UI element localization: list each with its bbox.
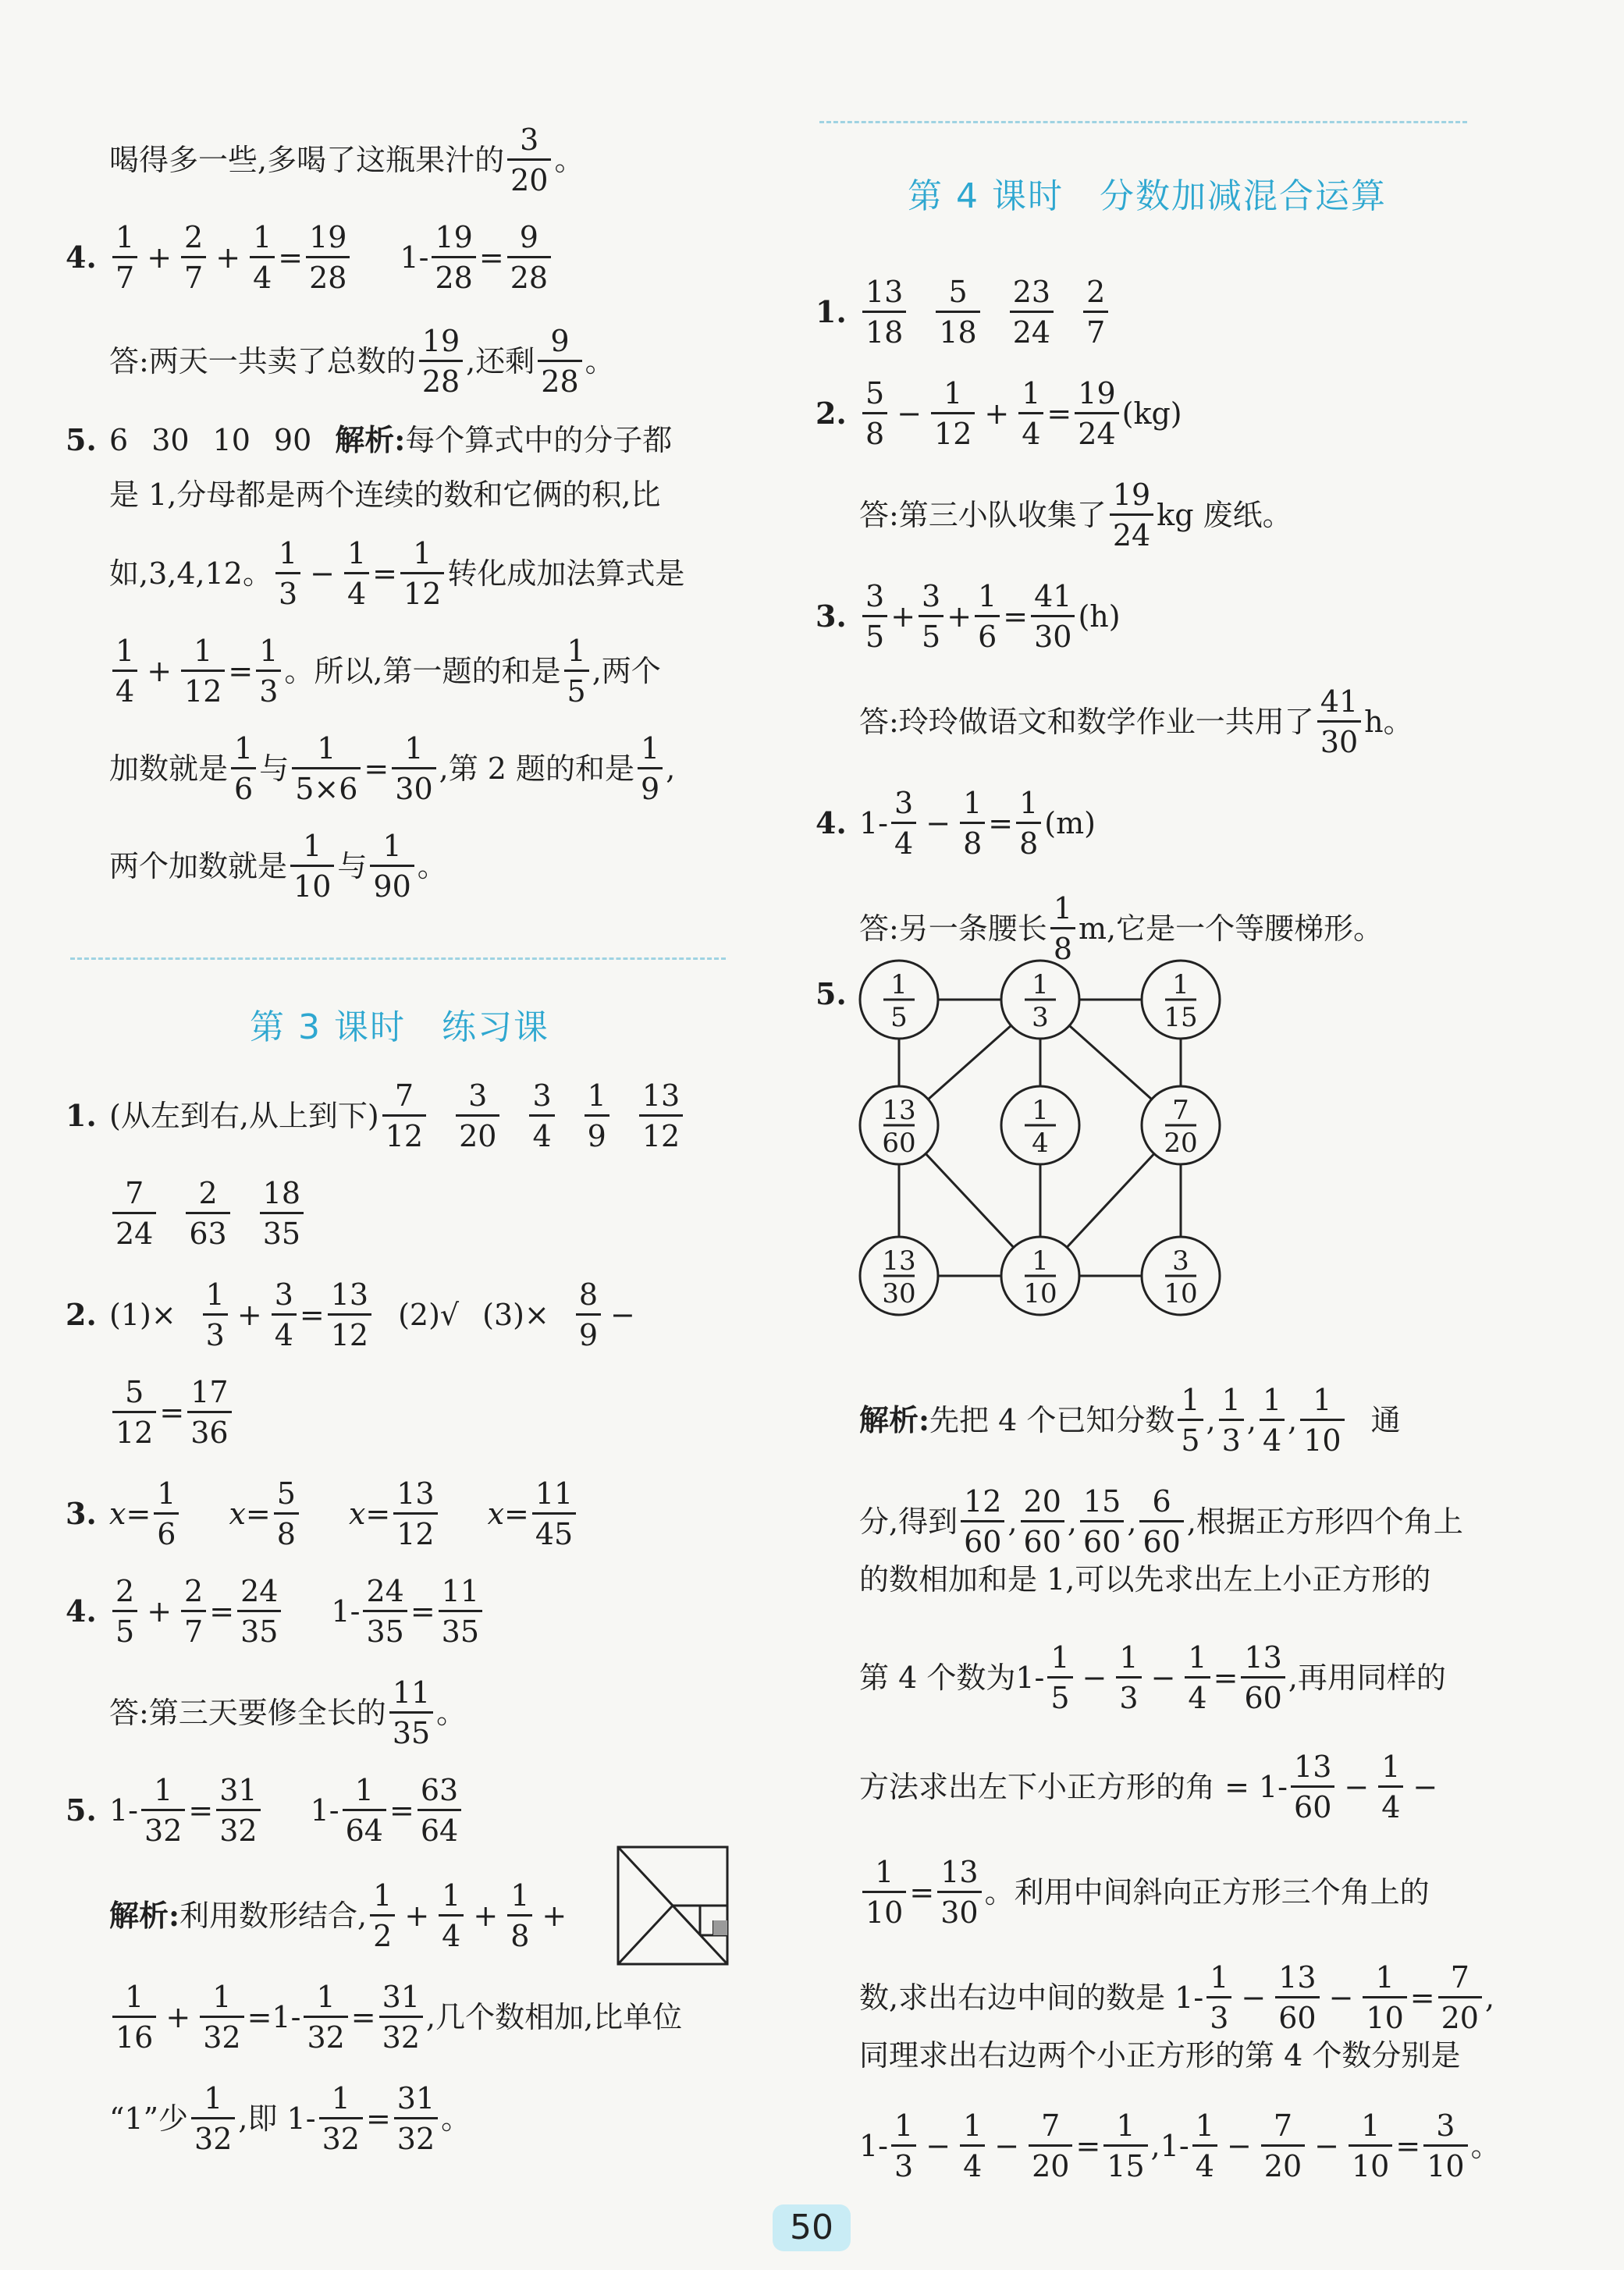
s3-q5-analysis-3: “1”少 $\frac{1}{32}$ ,即 1- $\frac{1}{32}$ = $\frac{31}{32}$ 。 bbox=[109, 2081, 471, 2156]
section-divider bbox=[70, 957, 726, 960]
r-q5-analysis-7: 数,求出右边中间的数是 1- $\frac{1}{3}$ − $\frac{13}{60}$ − $\frac{1}{10}$ = $\frac{7}{20}$ , bbox=[859, 1960, 1495, 2035]
node-num: 13 bbox=[882, 1095, 916, 1126]
node-num: 13 bbox=[882, 1245, 916, 1277]
r-q5-analysis-6: $\frac{1}{10}$ = $\frac{13}{30}$ 。利用中间斜向正方形三个角上的 bbox=[859, 1857, 1430, 1927]
q5-line4: $\frac{1}{4}$ + $\frac{1}{12}$ = $\frac{1}{3}$ 。所以,第一题的和是 $\frac{1}{5}$ ,两个 bbox=[109, 636, 661, 706]
fraction: $\frac{3}{20}$ bbox=[507, 125, 551, 195]
r-q5-number: 5. bbox=[816, 976, 847, 1011]
r-q5-analysis-1: 解析: 先把 4 个已知分数 $\frac{1}{5}$ , $\frac{1}{3}$ , $\frac{1}{4}$ , $\frac{1}{10}$ 通 bbox=[859, 1383, 1401, 1458]
s3-q5-analysis-1: 解析: 利用数形结合, $\frac{1}{2}$ + $\frac{1}{4}$ + $\frac{1}{8}$ + bbox=[109, 1878, 567, 1953]
r-q3-answer: 答:玲玲做语文和数学作业一共用了 $\frac{41}{30}$ h。 bbox=[859, 684, 1413, 759]
q5-line1: 5. 6 30 10 90 解析: 每个算式中的分子都 bbox=[66, 422, 673, 457]
node-den: 4 bbox=[1032, 1128, 1049, 1159]
node-den: 15 bbox=[1164, 1002, 1198, 1033]
node-num: 7 bbox=[1172, 1095, 1189, 1126]
node-den: 20 bbox=[1164, 1128, 1198, 1159]
s3-q1-line2: $\frac{7}{24}$ $\frac{2}{63}$ $\frac{18}{35}$ bbox=[109, 1178, 307, 1249]
r-q3: 3. $\frac{3}{5}$ + $\frac{3}{5}$ + $\frac{1}{6}$ = $\frac{41}{30}$ (h) bbox=[816, 579, 1121, 654]
node-den: 5 bbox=[890, 1002, 908, 1033]
r-q5-analysis-2: 分,得到 $\frac{12}{60}$ , $\frac{20}{60}$ , $\frac{15}{60}$ , $\frac{6}{60}$ ,根据正方形四个角上 bbox=[859, 1484, 1463, 1559]
r-q1: 1. $\frac{13}{18}$ $\frac{5}{18}$ $\frac{23}{24}$ $\frac{2}{7}$ bbox=[816, 277, 1111, 347]
node-den: 10 bbox=[1023, 1278, 1057, 1309]
s3-q5: 5. 1- $\frac{1}{32}$ = $\frac{31}{32}$ 1- $\frac{1}{64}$ = $\frac{63}{64}$ bbox=[66, 1775, 464, 1845]
node-den: 3 bbox=[1032, 1002, 1049, 1033]
r-q5-analysis-9: 1- $\frac{1}{3}$ − $\frac{1}{4}$ − $\frac{7}{20}$ = $\frac{1}{15}$ ,1- $\frac{1}{4}$ − $\frac{7}{20}$ − $\frac{1}{10}$ = $\frac{3}{10}$ 。 bbox=[859, 2108, 1501, 2183]
r-q4: 4. 1- $\frac{3}{4}$ − $\frac{1}{8}$ = $\frac{1}{8}$ (m) bbox=[816, 786, 1096, 861]
section-3-title: 第 3 课时 练习课 bbox=[250, 1007, 549, 1047]
fraction-network-diagram bbox=[858, 956, 1264, 1330]
s3-q2-line2: $\frac{5}{12}$ = $\frac{17}{36}$ bbox=[109, 1377, 235, 1448]
square-partition-figure bbox=[617, 1845, 730, 1966]
r-q2-answer: 答:第三小队收集了 $\frac{19}{24}$ kg 废纸。 bbox=[859, 478, 1292, 552]
section-4-title: 第 4 课时 分数加减混合运算 bbox=[908, 176, 1387, 216]
s3-q5-analysis-2: $\frac{1}{16}$ + $\frac{1}{32}$ = 1- $\frac{1}{32}$ = $\frac{31}{32}$ ,几个数相加,比单位 bbox=[109, 1982, 682, 2052]
section-divider bbox=[819, 121, 1467, 123]
q4-equation: 4. $\frac{1}{7}$ + $\frac{2}{7}$ + $\frac{1}{4}$ = $\frac{19}{28}$ 1- $\frac{19}{28}$ = $\frac{9}{28}$ bbox=[66, 222, 554, 293]
r-q2: 2. $\frac{5}{8}$ − $\frac{1}{12}$ + $\frac{1}{4}$ = $\frac{19}{24}$ (kg) bbox=[816, 376, 1182, 451]
node-num: 3 bbox=[1172, 1245, 1189, 1277]
q5-line5: 加数就是 $\frac{1}{6}$ 与 $\frac{1}{5\times 6}$ = $\frac{1}{30}$ ,第 2 题的和是 $\frac{1}{9}$ , bbox=[109, 731, 676, 806]
q4-answer: 答:两天一共卖了总数的 $\frac{19}{28}$ ,还剩 $\frac{9}{28}$ 。 bbox=[109, 324, 615, 399]
q5-line6: 两个加数就是 $\frac{1}{10}$ 与 $\frac{1}{90}$ 。 bbox=[109, 829, 447, 904]
node-num: 1 bbox=[1172, 969, 1189, 1000]
line-juice: 喝得多一些,多喝了这瓶果汁的 $\frac{3}{20}$ 。 bbox=[109, 123, 585, 197]
node-num: 1 bbox=[1032, 1095, 1049, 1126]
r-q5-analysis-8: 同理求出右边两个小正方形的第 4 个数分别是 bbox=[859, 2038, 1461, 2073]
s3-q3: 3. x = $\frac{1}{6}$ x = $\frac{5}{8}$ x = $\frac{13}{12}$ x = $\frac{11}{45}$ bbox=[66, 1479, 579, 1549]
page-number: 50 bbox=[773, 2204, 851, 2251]
r-q4-answer: 答:另一条腰长 $\frac{1}{8}$ m,它是一个等腰梯形。 bbox=[859, 891, 1384, 966]
s3-q4: 4. $\frac{2}{5}$ + $\frac{2}{7}$ = $\frac{24}{35}$ 1- $\frac{24}{35}$ = $\frac{11}{35}$ bbox=[66, 1576, 485, 1647]
q5-line2: 是 1,分母都是两个连续的数和它俩的积,比 bbox=[109, 478, 661, 512]
node-num: 1 bbox=[1032, 1245, 1049, 1277]
node-den: 10 bbox=[1164, 1278, 1198, 1309]
s3-q4-answer: 答:第三天要修全长的 $\frac{11}{35}$ 。 bbox=[109, 1675, 467, 1750]
r-q5-analysis-5: 方法求出左下小正方形的角 = 1- $\frac{13}{60}$ − $\frac{1}{4}$ − bbox=[859, 1750, 1438, 1824]
node-num: 1 bbox=[1032, 969, 1049, 1000]
q5-line3: 如,3,4,12。 $\frac{1}{3}$ − $\frac{1}{4}$ = $\frac{1}{12}$ 转化成加法算式是 bbox=[109, 536, 685, 611]
r-q5-analysis-3: 的数相加和是 1,可以先求出左上小正方形的 bbox=[859, 1562, 1431, 1597]
r-q5-analysis-4: 第 4 个数为1- $\frac{1}{5}$ − $\frac{1}{3}$ − $\frac{1}{4}$ = $\frac{13}{60}$ ,再用同样的 bbox=[859, 1640, 1446, 1715]
node-den: 30 bbox=[882, 1278, 916, 1309]
s3-q2-line1: 2. (1)× $\frac{1}{3}$ + $\frac{3}{4}$ = $\frac{13}{12}$ (2)√ (3)× $\frac{8}{9}$ − bbox=[66, 1277, 635, 1352]
s3-q1-line1: 1. (从左到右,从上到下) $\frac{7}{12}$ $\frac{3}{20}$ $\frac{3}{4}$ $\frac{1}{9}$ $\frac{13}{12}$ bbox=[66, 1081, 686, 1151]
node-den: 60 bbox=[882, 1128, 916, 1159]
node-num: 1 bbox=[890, 969, 908, 1000]
